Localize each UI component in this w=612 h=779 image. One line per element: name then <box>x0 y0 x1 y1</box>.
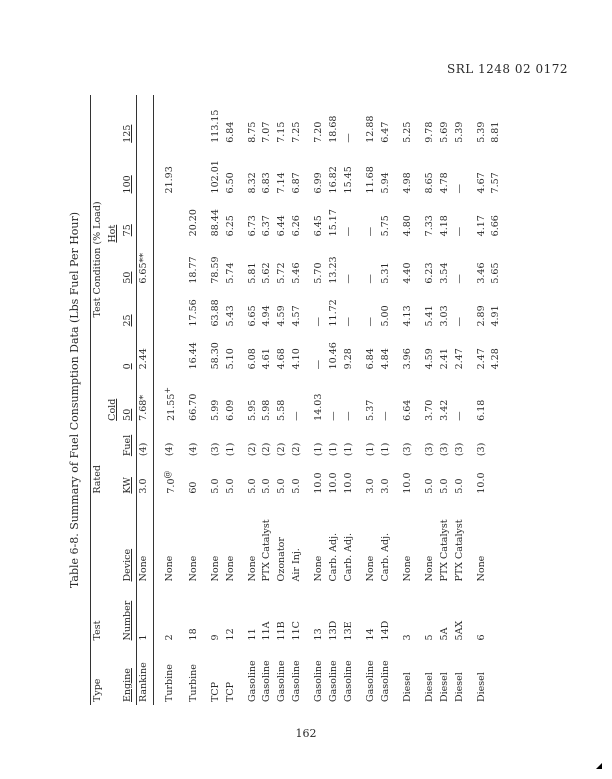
cell-kw: 3.0 <box>379 478 391 494</box>
cell-cold-50: 6.64 <box>401 399 413 421</box>
cell-number: 9 <box>209 634 221 641</box>
cell-cold-50: 3.70 <box>423 399 435 421</box>
cell-number: 18 <box>187 628 199 641</box>
header-test-condition: Test Condition (% Load) <box>91 95 106 424</box>
cell-device: None <box>313 555 325 582</box>
cell-number: 2 <box>163 634 175 641</box>
cell-cold-50: — <box>379 411 391 421</box>
cell-fuel: (3) <box>438 442 450 457</box>
cell-fuel: (2) <box>261 442 273 457</box>
cell-fuel: (1) <box>379 442 391 457</box>
cell-hot-25: 63.88 <box>209 299 221 327</box>
cell-hot-25: — <box>453 317 465 327</box>
cell-hot-75: — <box>453 226 465 237</box>
page-number: 162 <box>295 727 317 740</box>
cell-hot-75: 20.20 <box>187 209 199 237</box>
cell-engine: Gasoline <box>276 660 288 702</box>
cell-engine: Diesel <box>453 672 465 702</box>
cell-hot-50: — <box>453 274 465 284</box>
cell-hot-50: 5.81 <box>246 262 258 284</box>
cell-engine: Diesel <box>438 672 450 702</box>
cell-hot-0: 2.47 <box>475 348 487 370</box>
cell-cold-50: 5.37 <box>364 399 376 421</box>
fuel-consumption-table <box>90 95 504 705</box>
cell-cold-50: 21.55+ <box>162 386 177 421</box>
cell-cold-50: — <box>343 411 355 421</box>
cell-hot-75: 88.44 <box>209 209 221 237</box>
header-hot-100: 100 <box>121 146 136 197</box>
header-test: Test <box>91 584 106 643</box>
cell-number: 14D <box>379 620 391 641</box>
cell-fuel: (1) <box>364 442 376 457</box>
cell-hot-0: 10.46 <box>328 342 340 370</box>
cell-h100: 7.57 <box>490 172 502 194</box>
cell-hot-0 <box>153 330 180 373</box>
cell-cold-50: 5.98 <box>261 399 273 421</box>
header-kw: KW <box>121 459 136 496</box>
cell-hot-50: 5.70 <box>313 262 325 284</box>
cell-hot-75: 4.80 <box>401 215 413 237</box>
cell-fuel: (3) <box>475 442 487 457</box>
table-row <box>180 95 202 705</box>
cell-hot-75: 4.18 <box>438 215 450 237</box>
cell-hot-100: 21.93 <box>163 166 175 194</box>
cell-hot-0: 4.84 <box>379 348 391 370</box>
cell-fuel: (4) <box>163 442 175 457</box>
header-type: Type <box>91 643 106 705</box>
cell-hot-100: 6.87 <box>291 172 303 194</box>
cell-hot-25: 4.57 <box>291 305 303 327</box>
cell-number: 13 <box>313 628 325 641</box>
cell-h25: 4.91 <box>490 305 502 327</box>
cell-kw: 60 <box>187 481 199 494</box>
table-row <box>357 95 379 705</box>
cell-device: PTX Catalyst <box>453 519 465 582</box>
cell-h125: 8.81 <box>490 121 502 143</box>
cell-hot-100: 6.99 <box>313 172 325 194</box>
cell-engine: Gasoline <box>364 660 376 702</box>
cell-number: 5AX <box>453 620 465 641</box>
cell-cold-50: 3.42 <box>438 399 450 421</box>
cell-engine: Gasoline <box>261 660 273 702</box>
cell-number: 11B <box>276 621 288 641</box>
cell-hot-100: 6.50 <box>224 172 236 194</box>
header-cold: Cold <box>106 398 118 421</box>
cell-hot-0: 6.08 <box>246 348 258 370</box>
cell-hot-75: 7.33 <box>423 215 435 237</box>
cell-hot-100: 4.78 <box>438 172 450 194</box>
cell-hot-50: 13.23 <box>328 256 340 284</box>
cell-number: 11A <box>261 621 273 641</box>
cell-hot-25: 17.56 <box>187 299 199 327</box>
cell-kw: 5.0 <box>453 478 465 494</box>
cell-hot-125: 7.20 <box>313 121 325 143</box>
cell-engine: Gasoline <box>343 660 355 702</box>
cell-device: None <box>423 555 435 582</box>
cell-engine: Gasoline <box>291 660 303 702</box>
cell-fuel: (2) <box>291 442 303 457</box>
cell-hot-100: 4.98 <box>401 172 413 194</box>
table-row <box>224 95 239 705</box>
cell-hot-75: 6.25 <box>224 215 236 237</box>
cell-fuel: (3) <box>423 442 435 457</box>
cell-hot-100: 4.67 <box>475 172 487 194</box>
table-row <box>489 95 504 705</box>
header-row-1 <box>91 95 106 705</box>
cell-cold-50: 5.58 <box>276 399 288 421</box>
cell-hot-25: 5.00 <box>379 305 391 327</box>
cell-hot-100: 5.94 <box>379 172 391 194</box>
cell-hot-25: 4.59 <box>276 305 288 327</box>
cell-kw: 5.0 <box>261 478 273 494</box>
cell-hot-0: 6.84 <box>364 348 376 370</box>
cell-hot-50: 6.65** <box>136 239 153 286</box>
cell-cold-50: 66.70 <box>187 393 199 421</box>
cell-hot-125: 6.47 <box>379 121 391 143</box>
header-engine: Engine <box>121 643 136 705</box>
table-row <box>239 95 261 705</box>
table-row <box>202 95 224 705</box>
table-row <box>379 95 394 705</box>
cell-engine: Gasoline <box>379 660 391 702</box>
cell-fuel: (1) <box>328 442 340 457</box>
cell-hot-50: — <box>364 274 376 284</box>
cell-number: 6 <box>475 634 487 641</box>
cell-engine: Gasoline <box>246 660 258 702</box>
header-hot-125: 125 <box>121 95 136 146</box>
table-row <box>290 95 305 705</box>
table-row <box>394 95 416 705</box>
cell-fuel: (4) <box>136 424 153 459</box>
cell-device: None <box>209 555 221 582</box>
cell-hot-75: 6.44 <box>276 215 288 237</box>
cell-cold-50: 14.03 <box>313 393 325 421</box>
cell-hot-75: 4.17 <box>475 215 487 237</box>
cell-number: 11 <box>246 628 258 641</box>
cell-fuel: (3) <box>401 442 413 457</box>
cell-hot-125 <box>180 95 202 146</box>
cell-hot-125: 5.25 <box>401 121 413 143</box>
cell-hot-0: 2.47 <box>453 348 465 370</box>
cell-hot-100: 11.68 <box>364 166 376 194</box>
cell-fuel: (1) <box>224 442 236 457</box>
cell-device: None <box>187 555 199 582</box>
cell-engine: Gasoline <box>328 660 340 702</box>
cell-hot-100: 16.82 <box>328 166 340 194</box>
cell-hot-100: 8.65 <box>423 172 435 194</box>
cell-device: None <box>401 555 413 582</box>
cell-fuel: (4) <box>187 442 199 457</box>
cell-kw: 10.0 <box>328 472 340 494</box>
cell-hot-50: 3.46 <box>475 262 487 284</box>
cell-kw: 10.0 <box>475 472 487 494</box>
header-hot: Hot <box>106 224 118 243</box>
cell-hot-75: 6.45 <box>313 215 325 237</box>
cell-kw: 5.0 <box>423 478 435 494</box>
table-row <box>438 95 453 705</box>
cell-kw: 7.0@ <box>162 470 177 494</box>
cell-hot-25: 2.89 <box>475 305 487 327</box>
rotated-table-container <box>68 95 548 705</box>
cell-hot-50: 5.46 <box>291 262 303 284</box>
cell-hot-50: 5.72 <box>276 262 288 284</box>
cell-number: 14 <box>364 628 376 641</box>
cell-hot-50: 4.40 <box>401 262 413 284</box>
table-row <box>153 95 180 705</box>
table-body <box>136 95 504 705</box>
cell-hot-125: 7.15 <box>276 121 288 143</box>
cell-hot-25 <box>153 287 180 330</box>
cell-hot-0: 4.10 <box>291 348 303 370</box>
cell-hot-0: — <box>313 359 325 370</box>
header-row-2 <box>106 95 121 705</box>
cell-hot-100: 7.14 <box>276 172 288 194</box>
header-fuel: Fuel <box>121 424 136 459</box>
cell-device: None <box>475 555 487 582</box>
cell-kw: 3.0 <box>364 478 376 494</box>
cell-kw: 5.0 <box>276 478 288 494</box>
cell-h75: 6.66 <box>490 215 502 237</box>
cell-number: 13D <box>328 620 340 641</box>
cell-engine: Diesel <box>423 672 435 702</box>
cell-hot-0: 5.10 <box>224 348 236 370</box>
cell-hot-0: 4.59 <box>423 348 435 370</box>
header-hot-0: 0 <box>121 330 136 373</box>
cell-hot-0: 3.96 <box>401 348 413 370</box>
cell-hot-75: 15.17 <box>328 209 340 237</box>
cell-device: PTX Catalyst <box>261 519 273 582</box>
cell-hot-125 <box>153 95 180 146</box>
cell-device: PTX Catalyst <box>438 519 450 582</box>
cell-hot-50: 5.74 <box>224 262 236 284</box>
cell-hot-50 <box>153 239 180 286</box>
cell-hot-25: 6.65 <box>246 305 258 327</box>
table-row <box>136 95 153 705</box>
cell-fuel: (2) <box>276 442 288 457</box>
cell-hot-125: 5.69 <box>438 121 450 143</box>
cell-hot-125: 9.78 <box>423 121 435 143</box>
cell-hot-0: 9.28 <box>343 348 355 370</box>
cell-engine: TCP <box>224 682 236 702</box>
header-number: Number <box>121 584 136 643</box>
header-hot-75: 75 <box>121 196 136 239</box>
cell-hot-125: 5.39 <box>475 121 487 143</box>
cell-hot-0: 2.41 <box>438 348 450 370</box>
table-row <box>342 95 357 705</box>
cell-engine: Diesel <box>475 672 487 702</box>
cell-engine: Gasoline <box>313 660 325 702</box>
header-hot-50: 50 <box>121 239 136 286</box>
header-rated: Rated <box>91 424 106 497</box>
cell-fuel: (1) <box>343 442 355 457</box>
cell-hot-100: 8.32 <box>246 172 258 194</box>
cell-hot-25: 5.41 <box>423 305 435 327</box>
cell-hot-100 <box>180 146 202 197</box>
cell-hot-125: — <box>343 133 355 143</box>
cell-cold-50: 5.99 <box>209 399 221 421</box>
cell-engine: Diesel <box>401 672 413 702</box>
cell-hot-75: 5.75 <box>379 215 391 237</box>
cell-engine: Turbine <box>163 664 175 702</box>
cell-engine: TCP <box>209 682 221 702</box>
cell-hot-50: 6.23 <box>423 262 435 284</box>
cell-device: None <box>224 555 236 582</box>
cell-cold-50: 7.68* <box>136 372 153 423</box>
cell-hot-125: 8.75 <box>246 121 258 143</box>
table-row <box>260 95 275 705</box>
cell-fuel: (3) <box>209 442 221 457</box>
header-row-3 <box>121 95 136 705</box>
header-device: Device <box>121 497 136 585</box>
cell-hot-75: 6.73 <box>246 215 258 237</box>
cell-hot-25: 5.43 <box>224 305 236 327</box>
cell-kw: 5.0 <box>209 478 221 494</box>
cell-hot-75: — <box>343 226 355 237</box>
cell-hot-50: 5.62 <box>261 262 273 284</box>
cell-engine: Rankine <box>136 643 153 705</box>
cell-hot-0: 4.61 <box>261 348 273 370</box>
cell-device: None <box>246 555 258 582</box>
cell-cold-50: 6.09 <box>224 399 236 421</box>
cell-cold-50: 6.18 <box>475 399 487 421</box>
cell-cold-50: — <box>291 411 303 421</box>
cell-hot-125: 12.88 <box>364 115 376 143</box>
cell-number: 1 <box>136 584 153 643</box>
cell-hot-25: 11.72 <box>328 299 340 327</box>
cell-kw: 5.0 <box>246 478 258 494</box>
cell-number: 5A <box>438 627 450 641</box>
cell-kw: 5.0 <box>291 478 303 494</box>
cell-kw: 5.0 <box>438 478 450 494</box>
cell-kw: 10.0 <box>401 472 413 494</box>
cell-device: None <box>163 555 175 582</box>
cell-hot-125: 5.39 <box>453 121 465 143</box>
document-id: SRL 1248 02 0172 <box>446 62 568 76</box>
cell-hot-125: 18.68 <box>328 115 340 143</box>
cell-kw: 5.0 <box>224 478 236 494</box>
cell-engine: Turbine <box>187 664 199 702</box>
cell-hot-25: — <box>313 317 325 327</box>
header-cold-50: 50 <box>121 372 136 423</box>
cell-hot-125: 113.15 <box>209 109 221 143</box>
cell-hot-125: 6.84 <box>224 121 236 143</box>
table-row <box>305 95 327 705</box>
cell-hot-25: 3.03 <box>438 305 450 327</box>
table-row <box>275 95 290 705</box>
table-row <box>468 95 490 705</box>
cell-hot-0: 4.68 <box>276 348 288 370</box>
cell-device: Carb. Adj. <box>343 532 355 582</box>
cell-hot-50: 18.77 <box>187 256 199 284</box>
cell-device: Air Inj. <box>291 548 303 582</box>
cell-number: 12 <box>224 628 236 641</box>
cell-hot-0: 2.44 <box>136 330 153 373</box>
cell-hot-100: 102.01 <box>209 160 221 194</box>
table-caption: Table 6-8. Summary of Fuel Consumption Data (Lbs Fuel Per Hour) <box>68 211 81 589</box>
cell-hot-100: — <box>453 183 465 194</box>
header-hot-25: 25 <box>121 287 136 330</box>
cell-hot-50: 3.54 <box>438 262 450 284</box>
cell-hot-25: 4.94 <box>261 305 273 327</box>
cell-hot-75: 6.37 <box>261 215 273 237</box>
cell-hot-75: 6.26 <box>291 215 303 237</box>
cell-device: Carb. Adj. <box>328 532 340 582</box>
cell-hot-50: 78.59 <box>209 256 221 284</box>
cell-hot-100: 15.45 <box>343 166 355 194</box>
cell-hot-25: — <box>364 317 376 327</box>
cell-cold-50: — <box>328 411 340 421</box>
cell-number: 11C <box>291 621 303 641</box>
cell-hot-75: — <box>364 226 376 237</box>
footnote-marker: @ <box>162 470 172 479</box>
cell-hot-75 <box>153 196 180 239</box>
cell-device: None <box>364 555 376 582</box>
cell-number: 13E <box>343 621 355 641</box>
cell-kw: 3.0 <box>136 459 153 496</box>
cell-cold-50: — <box>453 411 465 421</box>
cell-kw: 10.0 <box>313 472 325 494</box>
cell-h0: 4.28 <box>490 348 502 370</box>
table-row <box>327 95 342 705</box>
cell-hot-0: 58.30 <box>209 342 221 370</box>
cell-cold-50: 5.95 <box>246 399 258 421</box>
cell-device: None <box>136 497 153 585</box>
cell-device: Carb. Adj. <box>379 532 391 582</box>
cell-hot-25: 4.13 <box>401 305 413 327</box>
cell-hot-25: — <box>343 317 355 327</box>
table-row <box>453 95 468 705</box>
cell-hot-50: — <box>343 274 355 284</box>
cell-fuel: (3) <box>453 442 465 457</box>
table-row <box>416 95 438 705</box>
cell-hot-100: 6.83 <box>261 172 273 194</box>
cell-h50: 5.65 <box>490 262 502 284</box>
cell-kw: 10.0 <box>343 472 355 494</box>
cell-number: 5 <box>423 634 435 641</box>
cell-hot-0: 16.44 <box>187 342 199 370</box>
corner-mark <box>596 763 602 769</box>
footnote-marker: + <box>162 386 172 394</box>
cell-fuel: (1) <box>313 442 325 457</box>
cell-hot-125: 7.25 <box>291 121 303 143</box>
cell-device: Ozonator <box>276 537 288 582</box>
cell-number: 3 <box>401 634 413 641</box>
cell-hot-50: 5.31 <box>379 262 391 284</box>
cell-hot-125: 7.07 <box>261 121 273 143</box>
cell-fuel: (2) <box>246 442 258 457</box>
